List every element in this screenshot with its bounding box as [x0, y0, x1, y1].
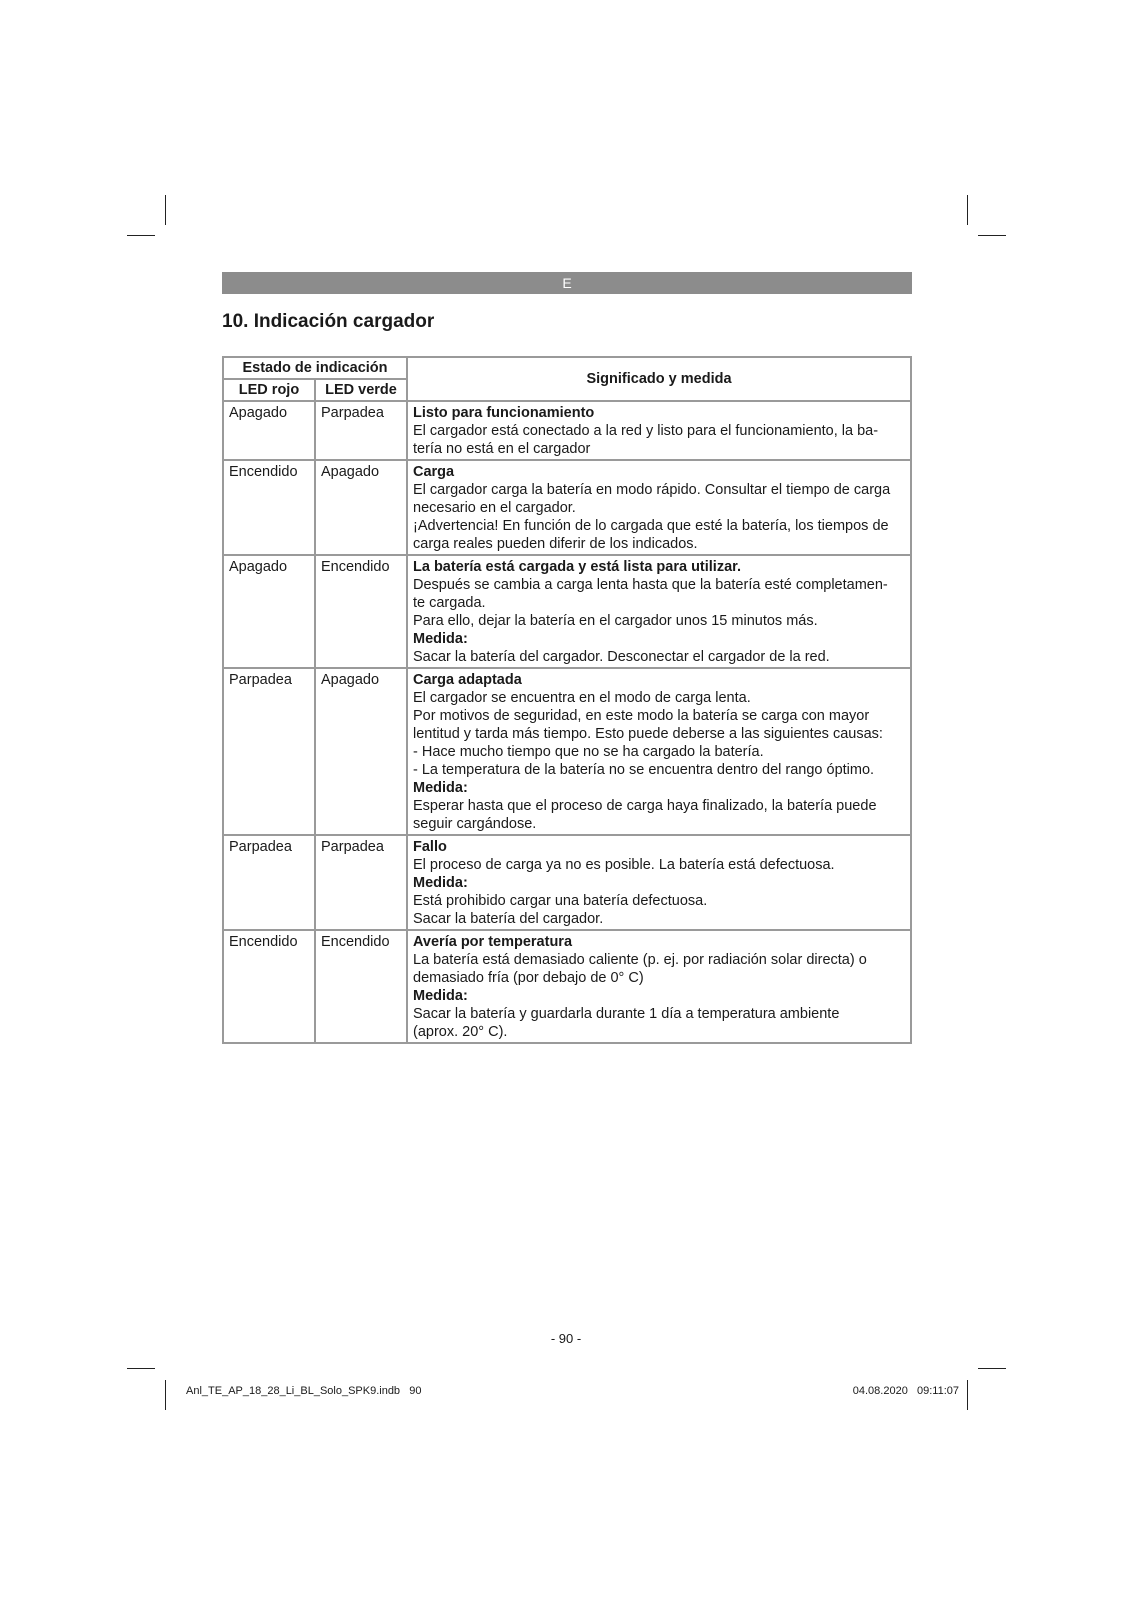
meaning-text-line: demasiado fría (por debajo de 0° C)	[413, 970, 644, 986]
meaning-title: La batería está cargada y está lista para utilizar.	[413, 559, 742, 575]
meaning-text-line: carga reales pueden diferir de los indicados.	[413, 536, 698, 552]
table-row	[223, 555, 911, 668]
meaning-text-line: Para ello, dejar la batería en el cargador unos 15 minutos más.	[413, 613, 818, 629]
crop-mark	[967, 195, 968, 225]
crop-mark	[165, 195, 166, 225]
measure-label: Medida:	[413, 780, 468, 796]
language-tab: E	[222, 272, 912, 294]
crop-mark	[978, 1368, 1006, 1369]
meaning-header: Significado y medida	[407, 357, 911, 401]
crop-mark	[127, 1368, 155, 1369]
meaning-title: Avería por temperatura	[413, 934, 573, 950]
measure-text-line: (aprox. 20° C).	[413, 1024, 508, 1040]
led-red-state: Apagado	[223, 401, 315, 460]
measure-text-line: Sacar la batería del cargador. Desconectar el cargador de la red.	[413, 649, 830, 665]
meaning-cell	[407, 930, 911, 1043]
meaning-cell	[407, 835, 911, 930]
meaning-text-line: tería no está en el cargador	[413, 441, 591, 457]
led-red-state: Encendido	[223, 460, 315, 555]
measure-label: Medida:	[413, 875, 468, 891]
crop-mark	[127, 235, 155, 236]
section-title: 10. Indicación cargador	[222, 311, 435, 332]
charger-indication-table	[222, 356, 912, 1044]
table-row	[223, 401, 911, 460]
meaning-title: Listo para funcionamiento	[413, 405, 595, 421]
measure-text-line: seguir cargándose.	[413, 816, 537, 832]
meaning-text-line: Después se cambia a carga lenta hasta que la batería esté completamen-	[413, 577, 888, 593]
led-green-state: Encendido	[315, 555, 407, 668]
measure-label: Medida:	[413, 988, 468, 1004]
meaning-text-line: lentitud y tarda más tiempo. Esto puede deberse a las siguientes causas:	[413, 726, 883, 742]
measure-text-line: Esperar hasta que el proceso de carga haya finalizado, la batería puede	[413, 798, 877, 814]
meaning-cell	[407, 401, 911, 460]
group-header: Estado de indicación	[223, 357, 407, 379]
footer-file-name: Anl_TE_AP_18_28_Li_BL_Solo_SPK9.indb 90	[186, 1385, 422, 1397]
meaning-text-line: La batería está demasiado caliente (p. ej. por radiación solar directa) o	[413, 952, 867, 968]
meaning-title: Fallo	[413, 839, 447, 855]
table-row	[223, 835, 911, 930]
led-green-state: Apagado	[315, 460, 407, 555]
crop-mark	[165, 1380, 166, 1410]
meaning-text-line: El cargador se encuentra en el modo de carga lenta.	[413, 690, 751, 706]
meaning-text-line: - La temperatura de la batería no se encuentra dentro del rango óptimo.	[413, 762, 875, 778]
meaning-cell	[407, 460, 911, 555]
crop-mark	[978, 235, 1006, 236]
meaning-cell	[407, 668, 911, 835]
table-row	[223, 460, 911, 555]
led-red-state: Apagado	[223, 555, 315, 668]
table-row	[223, 930, 911, 1043]
table-row	[223, 668, 911, 835]
meaning-text-line: ¡Advertencia! En función de lo cargada que esté la batería, los tiempos de	[413, 518, 889, 534]
led-green-state: Encendido	[315, 930, 407, 1043]
crop-mark	[967, 1380, 968, 1410]
page-number: - 90 -	[550, 1331, 582, 1346]
led-green-header: LED verde	[315, 379, 407, 401]
measure-label: Medida:	[413, 631, 468, 647]
meaning-text-line: El cargador está conectado a la red y listo para el funcionamiento, la ba-	[413, 423, 879, 439]
meaning-text-line: - Hace mucho tiempo que no se ha cargado la batería.	[413, 744, 764, 760]
meaning-text-line: Por motivos de seguridad, en este modo la batería se carga con mayor	[413, 708, 870, 724]
measure-text-line: Sacar la batería del cargador.	[413, 911, 604, 927]
meaning-title: Carga adaptada	[413, 672, 522, 688]
led-green-state: Parpadea	[315, 835, 407, 930]
meaning-text-line: necesario en el cargador.	[413, 500, 576, 516]
meaning-title: Carga	[413, 464, 455, 480]
led-red-state: Parpadea	[223, 668, 315, 835]
meaning-cell	[407, 555, 911, 668]
measure-text-line: Sacar la batería y guardarla durante 1 día a temperatura ambiente	[413, 1006, 840, 1022]
led-red-state: Parpadea	[223, 835, 315, 930]
led-green-state: Apagado	[315, 668, 407, 835]
led-red-state: Encendido	[223, 930, 315, 1043]
led-green-state: Parpadea	[315, 401, 407, 460]
meaning-text-line: El proceso de carga ya no es posible. La batería está defectuosa.	[413, 857, 835, 873]
footer-timestamp: 04.08.2020 09:11:07	[852, 1385, 959, 1397]
led-red-header: LED rojo	[223, 379, 315, 401]
meaning-text-line: El cargador carga la batería en modo rápido. Consultar el tiempo de carga	[413, 482, 891, 498]
meaning-text-line: te cargada.	[413, 595, 486, 611]
measure-text-line: Está prohibido cargar una batería defectuosa.	[413, 893, 708, 909]
